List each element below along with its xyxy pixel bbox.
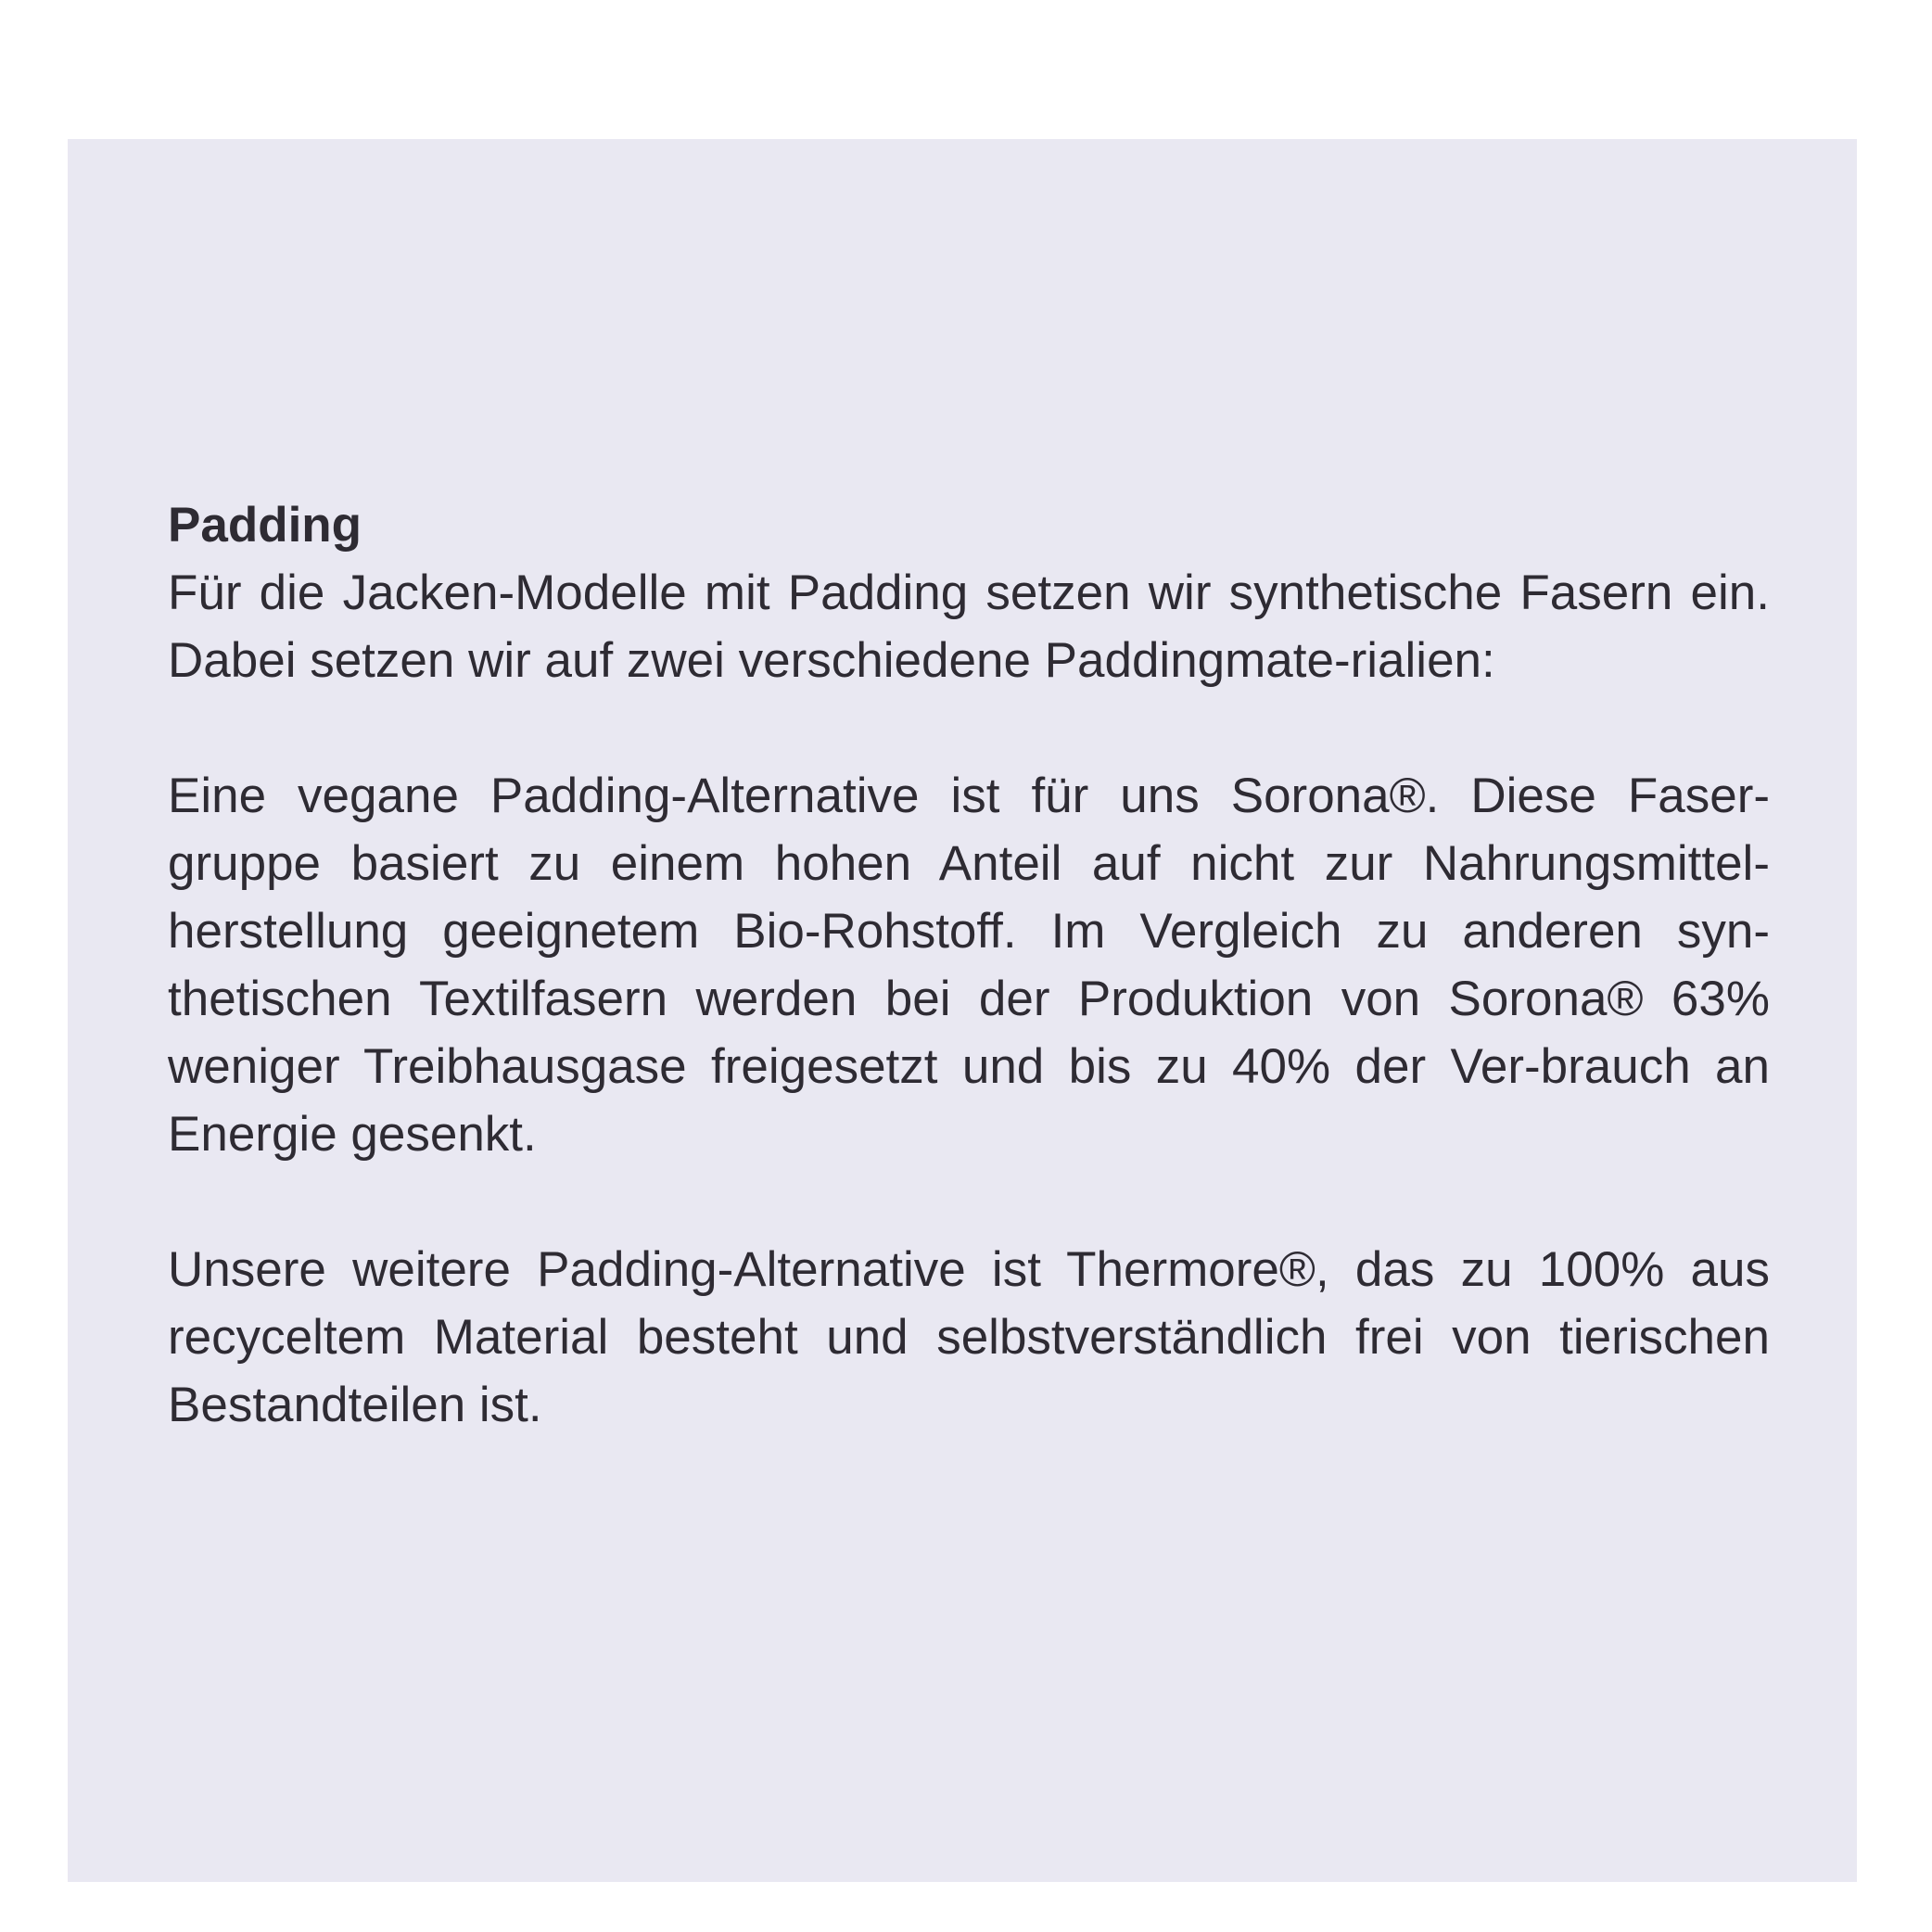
content-panel <box>68 139 1857 1882</box>
paragraph-thermore: Unsere weitere Padding-Alternative ist Thermore®, das zu 100% aus recyceltem Material besteht und selbstverständlich frei von tierischen Bestandteilen ist. <box>168 1242 1770 1432</box>
paragraph-gap <box>168 694 1770 762</box>
paragraph-intro: Für die Jacken-Modelle mit Padding setzen wir synthetische Fasern ein. Dabei setzen wir auf zwei verschiedene Paddingmate-rialien: <box>168 566 1770 688</box>
text-block <box>168 491 1770 1439</box>
section-heading: Padding <box>168 498 362 553</box>
paragraph-gap <box>168 1168 1770 1236</box>
paragraph-sorona: Eine vegane Padding-Alternative ist für uns Sorona®. Diese Faser-gruppe basiert zu einem hohen Anteil auf nicht zur Nahrungsmittel-herstellung geeignetem Bio-Rohstoff. Im Vergleich zu anderen syn-thetischen Textilfasern werden bei der Produktion von Sorona® 63% weniger Treibhausgase freigesetzt und bis zu 40% der Ver-brauch an Energie gesenkt. <box>168 769 1770 1162</box>
